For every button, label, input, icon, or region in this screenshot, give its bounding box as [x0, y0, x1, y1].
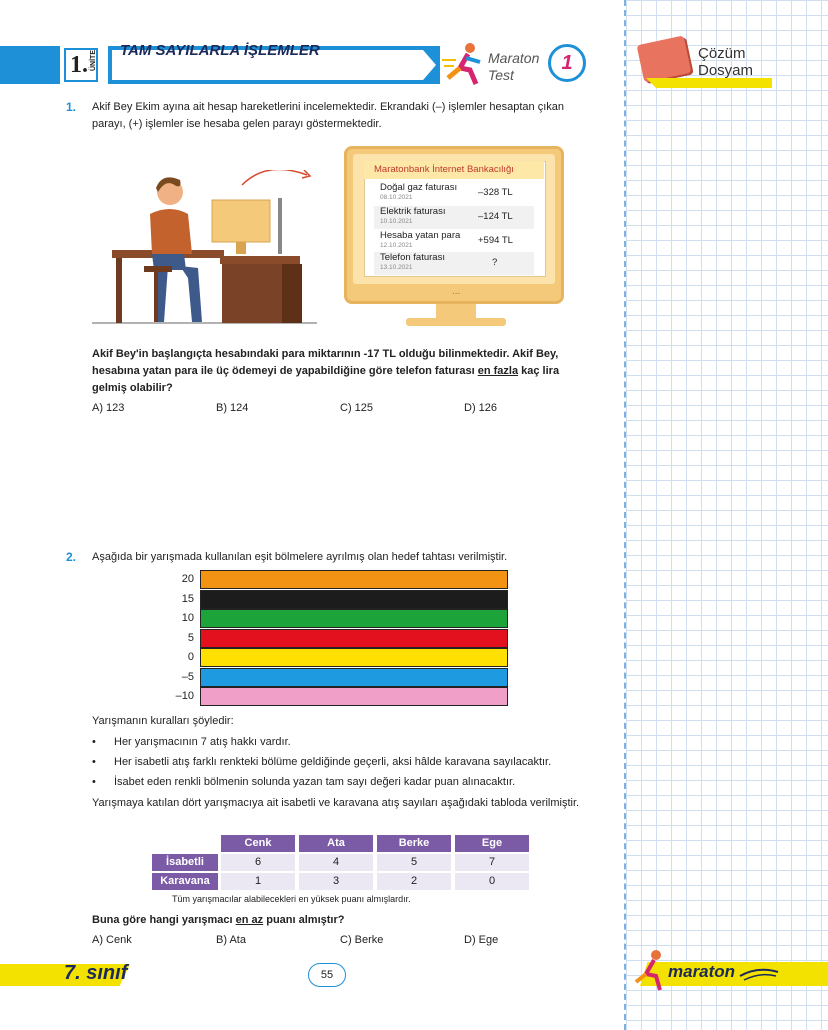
- q1-option-c[interactable]: C) 125: [340, 402, 374, 414]
- unit-number: 1.: [64, 48, 98, 82]
- board-band: [200, 648, 508, 667]
- bank-row-amount: +594 TL: [478, 235, 513, 246]
- bank-row: [374, 182, 534, 205]
- q1-option-a[interactable]: A) 123: [92, 402, 125, 414]
- table-header: Ege: [455, 835, 529, 852]
- board-label: 20: [181, 573, 194, 585]
- bank-row-amount: –124 TL: [478, 211, 513, 222]
- board-band: [200, 629, 508, 648]
- board-label: 10: [181, 612, 194, 624]
- bank-row-date: 13.10.2021: [380, 264, 413, 271]
- unit-label: ÜNİTE: [90, 50, 97, 71]
- footer-runner-icon: [632, 948, 668, 992]
- rules-title: Yarışmanın kuralları şöyledir:: [92, 715, 234, 727]
- cozum-underline: [646, 78, 772, 88]
- footer-grade: 7. sınıf: [64, 962, 128, 984]
- q1-question-emphasis: en fazla: [477, 365, 519, 377]
- q1-option-d[interactable]: D) 126: [464, 402, 498, 414]
- maraton-label: Maraton: [488, 50, 540, 66]
- q2-question-text: Buna göre hangi yarışmacı: [92, 914, 236, 926]
- bank-row-label: Telefon faturası: [380, 252, 445, 263]
- bank-row: [374, 230, 534, 253]
- maraton-test-label: [488, 50, 539, 84]
- rule-item: İsabet eden renkli bölmenin solunda yazan tam sayı değeri kadar puan alınacaktır.: [114, 776, 516, 788]
- q1-question-text: Akif Bey'in başlangıçta hesabındaki para miktarının -17 TL olduğu bilinmektedir. Akif Bey, hesabına yatan para ile üç ödemeyi de yapabildiğine göre telefon faturası: [92, 348, 559, 377]
- q2-intro: Aşağıda bir yarışmada kullanılan eşit bölmelere ayrılmış olan hedef tahtası verilmiştir.: [92, 551, 508, 563]
- board-label: 0: [187, 651, 194, 663]
- table-cell: 2: [377, 873, 451, 890]
- page-title: TAM SAYILARLA İŞLEMLER: [120, 42, 320, 59]
- monitor-base: [406, 318, 506, 326]
- bank-row: [374, 206, 534, 229]
- board-band: [200, 590, 508, 609]
- q2-option-b[interactable]: B) Ata: [216, 934, 246, 946]
- bank-title: Maratonbank İnternet Bankacılığı: [364, 161, 544, 179]
- table-cell: 4: [299, 854, 373, 871]
- board-label: –10: [175, 690, 194, 702]
- q1-question: [92, 346, 592, 397]
- footer-swoosh-icon: [738, 966, 782, 982]
- unit-banner: [0, 46, 60, 84]
- q2-number: 2.: [66, 550, 77, 564]
- table-cell: 7: [455, 854, 529, 871]
- cozum-dosyam-label: [698, 45, 753, 79]
- test-label: Test: [488, 67, 514, 83]
- rule-bullet: •: [92, 776, 96, 788]
- q2-question: [92, 912, 592, 929]
- q2-question-text-end: puanı almıştır?: [263, 914, 345, 926]
- table-header: Cenk: [221, 835, 295, 852]
- test-number-badge: 1: [548, 44, 586, 82]
- table-header: Ata: [299, 835, 373, 852]
- footer-brand: maraton: [668, 962, 736, 981]
- bank-row-label: Doğal gaz faturası: [380, 182, 458, 193]
- bank-row-date: 12.10.2021: [380, 242, 413, 249]
- table-header: Berke: [377, 835, 451, 852]
- q2-question-emphasis: en az: [235, 914, 264, 926]
- bank-row-label: Elektrik faturası: [380, 206, 446, 217]
- table-cell: 0: [455, 873, 529, 890]
- q2-option-c[interactable]: C) Berke: [340, 934, 384, 946]
- table-row-label: Karavana: [152, 873, 218, 890]
- table-note: Tüm yarışmacılar alabilecekleri en yüksek puanı almışlardır.: [172, 894, 411, 904]
- cozum-line1: Çözüm: [698, 45, 746, 62]
- q1-intro: Akif Bey Ekim ayına ait hesap hareketlerini incelemektedir. Ekrandaki (–) işlemler hesaptan çıkan parayı, (+) işlemler ise hesaba gelen parayı göstermektedir.: [92, 101, 565, 130]
- bank-row-label: Hesaba yatan para: [380, 230, 461, 241]
- runner-icon: [440, 40, 486, 86]
- cozum-line2: Dosyam: [698, 62, 754, 79]
- board-label: 15: [181, 592, 194, 605]
- q2-option-d[interactable]: D) Ege: [464, 934, 499, 946]
- man-at-computer-illustration: [92, 170, 322, 330]
- rule-bullet: •: [92, 736, 96, 748]
- table-cell: 5: [377, 854, 451, 871]
- notes-grid: [626, 0, 828, 1030]
- board-label: 5: [187, 631, 194, 644]
- q1-question-text-end: kaç lira gelmiş olabilir?: [92, 365, 560, 394]
- rule-bullet: •: [92, 756, 96, 768]
- bank-row: [374, 252, 534, 275]
- q2-option-a[interactable]: A) Cenk: [92, 934, 132, 946]
- table-intro: Yarışmaya katılan dört yarışmacıya ait isabetli ve karavana atış sayıları aşağıdaki tabloda verilmiştir.: [92, 797, 580, 809]
- table-cell: 3: [299, 873, 373, 890]
- rule-item: Her yarışmacının 7 atış hakkı vardır.: [114, 736, 291, 748]
- board-band: [200, 687, 508, 706]
- board-band: [200, 570, 508, 589]
- bank-row-date: 08.10.2021: [380, 194, 413, 201]
- bank-row-amount: –328 TL: [478, 187, 513, 198]
- bank-row-amount: ?: [492, 257, 498, 268]
- cut-line: [624, 0, 626, 1030]
- q1-number: 1.: [66, 100, 77, 114]
- table-cell: 6: [221, 854, 295, 871]
- board-band: [200, 668, 508, 687]
- monitor-dots: ...: [452, 286, 461, 297]
- bank-row-date: 10.10.2021: [380, 218, 413, 225]
- q1-option-b[interactable]: B) 124: [216, 402, 249, 414]
- board-label: –5: [181, 670, 194, 683]
- board-band: [200, 609, 508, 628]
- table-cell: 1: [221, 873, 295, 890]
- rule-item: Her isabetli atış farklı renkteki bölüme geldiğinde geçerli, aksi hâlde karavana sayılacaktır.: [114, 756, 552, 768]
- table-row-label: İsabetli: [152, 854, 218, 871]
- page-number: 55: [308, 963, 346, 987]
